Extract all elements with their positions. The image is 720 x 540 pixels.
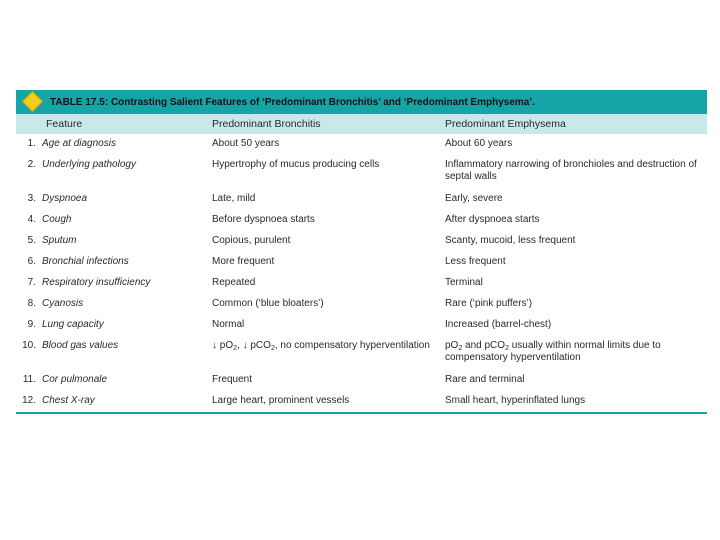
row-feature: Underlying pathology (42, 159, 136, 170)
table-title-bar (16, 90, 707, 114)
diamond-icon (22, 91, 43, 112)
comparison-table (16, 90, 707, 414)
table-row (16, 134, 707, 155)
row-emphysema: Less frequent (445, 256, 506, 267)
row-number: 11. (22, 374, 36, 385)
row-bronchitis: Late, mild (212, 193, 256, 204)
row-number: 6. (27, 256, 36, 267)
table-row (16, 189, 707, 210)
header-emphysema: Predominant Emphysema (445, 118, 566, 130)
row-emphysema: Small heart, hyperinflated lungs (445, 395, 586, 406)
row-number: 8. (27, 298, 36, 309)
row-emphysema: Rare and terminal (445, 374, 525, 385)
row-bronchitis: Normal (212, 319, 245, 330)
row-bronchitis: Frequent (212, 374, 253, 385)
row-number: 12. (22, 395, 36, 406)
row-feature: Cyanosis (42, 298, 84, 309)
row-text-part: ↓ pO (212, 340, 234, 351)
table-title: TABLE 17.5: Contrasting Salient Features of ‘Predominant Bronchitis’ and ‘Predominant Emphysema’. (50, 96, 535, 108)
row-feature: Dyspnoea (42, 193, 88, 204)
row-number: 5. (27, 235, 36, 246)
row-feature: Blood gas values (42, 340, 119, 351)
row-feature: Chest X-ray (42, 395, 95, 406)
row-feature: Sputum (42, 235, 77, 246)
row-bronchitis: Before dyspnoea starts (212, 214, 315, 225)
row-number: 9. (27, 319, 36, 330)
subscript: 2 (505, 345, 509, 352)
header-bronchitis: Predominant Bronchitis (212, 118, 321, 130)
table-row (16, 273, 707, 294)
row-text-part: , no compensatory hyperventilation (274, 340, 430, 351)
table-row (16, 231, 707, 252)
table-row (16, 391, 707, 412)
row-bronchitis: Large heart, prominent vessels (212, 395, 350, 406)
row-emphysema: After dyspnoea starts (445, 214, 540, 225)
row-number: 2. (27, 159, 36, 170)
row-feature: Cough (42, 214, 72, 225)
row-text-part: usually within normal limits due to compensatory hyperventilation (445, 340, 661, 363)
row-bronchitis: Repeated (212, 277, 256, 288)
row-number: 10. (22, 340, 36, 351)
row-feature: Respiratory insufficiency (42, 277, 151, 288)
row-bronchitis: About 50 years (212, 138, 280, 149)
row-emphysema: Inflammatory narrowing of bronchioles and destruction of septal walls (445, 159, 697, 182)
row-text-part: pO (445, 340, 459, 351)
header-feature: Feature (46, 118, 83, 130)
row-text-part: and pCO (462, 340, 506, 351)
row-emphysema: About 60 years (445, 138, 513, 149)
row-emphysema (445, 340, 707, 364)
table-header-row (16, 114, 707, 134)
row-feature: Bronchial infections (42, 256, 129, 267)
table-row (16, 336, 707, 370)
row-feature: Lung capacity (42, 319, 104, 330)
row-emphysema: Rare (‘pink puffers’) (445, 298, 533, 309)
table-body (16, 134, 707, 412)
row-emphysema: Scanty, mucoid, less frequent (445, 235, 576, 246)
table-row (16, 210, 707, 231)
row-number: 4. (27, 214, 36, 225)
subscript: 2 (458, 345, 463, 352)
table-row (16, 370, 707, 391)
table-row (16, 155, 707, 189)
row-number: 3. (27, 193, 36, 204)
row-number: 7. (27, 277, 36, 288)
table-row (16, 252, 707, 273)
row-bronchitis: Common (‘blue bloaters’) (212, 298, 324, 309)
subscript: 2 (233, 345, 238, 352)
row-feature: Age at diagnosis (42, 138, 116, 149)
row-emphysema: Early, severe (445, 193, 503, 204)
row-emphysema: Terminal (445, 277, 483, 288)
table-row (16, 294, 707, 315)
row-text-part: , ↓ pCO (237, 340, 271, 351)
table-row (16, 315, 707, 336)
row-emphysema: Increased (barrel-chest) (445, 319, 552, 330)
row-bronchitis (212, 340, 445, 352)
row-bronchitis: Copious, purulent (212, 235, 291, 246)
row-feature: Cor pulmonale (42, 374, 108, 385)
subscript: 2 (270, 345, 275, 352)
row-bronchitis: Hypertrophy of mucus producing cells (212, 159, 380, 170)
row-bronchitis: More frequent (212, 256, 275, 267)
table-bottom-rule (16, 412, 707, 414)
row-number: 1. (27, 138, 36, 149)
